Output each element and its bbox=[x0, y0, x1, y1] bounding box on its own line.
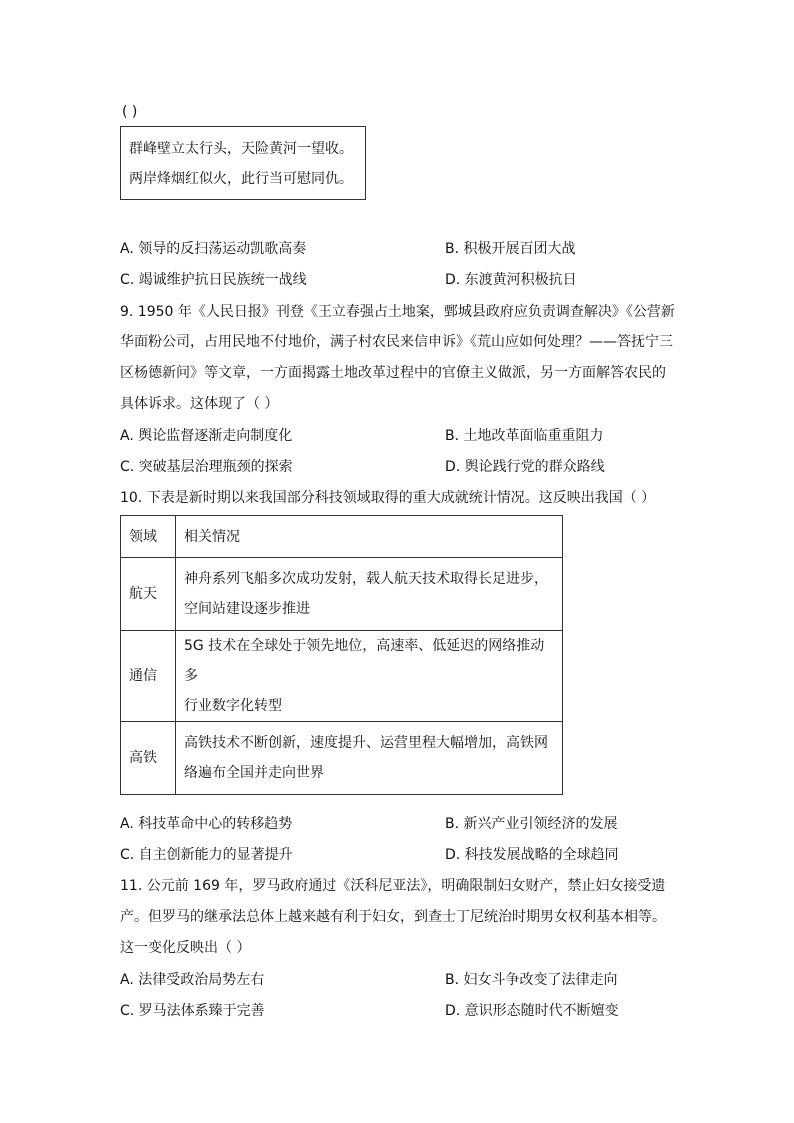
q11-option-c[interactable]: C. 罗马法体系臻于完善 bbox=[120, 1003, 265, 1019]
table-row bbox=[121, 558, 563, 631]
table-cell-line: 行业数字化转型 bbox=[184, 698, 282, 714]
q9-stem-line-4: 具体诉求。这体现了（ ） bbox=[120, 396, 279, 412]
q9-stem-line-2: 华面粉公司，占用民地不付地价，满子村农民来信申诉》《荒山应如何处理？——答抚宁三 bbox=[120, 334, 673, 350]
table-cell-line: 5G 技术在全球处于领先地位，高速率、低延迟的网络推动多 bbox=[184, 638, 545, 684]
q11-option-a[interactable]: A. 法律受政治局势左右 bbox=[120, 972, 265, 988]
table-cell-details bbox=[176, 722, 563, 795]
q8-option-c[interactable]: C. 竭诚维护抗日民族统一战线 bbox=[120, 272, 307, 288]
q11-option-b[interactable]: B. 妇女斗争改变了法律走向 bbox=[445, 972, 618, 988]
q9-option-a[interactable]: A. 舆论监督逐渐走向制度化 bbox=[120, 428, 293, 444]
q10-option-b[interactable]: B. 新兴产业引领经济的发展 bbox=[445, 816, 618, 832]
table-cell-line: 空间站建设逐步推进 bbox=[184, 601, 310, 617]
table-row bbox=[121, 722, 563, 795]
q9-stem-line-3: 区杨德新问》等文章，一方面揭露土地改革过程中的官僚主义做派，另一方面解答农民的 bbox=[120, 365, 666, 381]
table-cell-field: 航天 bbox=[121, 558, 176, 631]
q9-option-d[interactable]: D. 舆论践行党的群众路线 bbox=[445, 459, 605, 475]
table-cell-line: 络遍布全国并走向世界 bbox=[184, 765, 324, 781]
table-cell-field: 高铁 bbox=[121, 722, 176, 795]
q9-option-b[interactable]: B. 土地改革面临重重阻力 bbox=[445, 428, 604, 444]
q8-option-a[interactable]: A. 领导的反扫荡运动凯歌高奏 bbox=[120, 241, 307, 257]
q11-stem-line-1: 11. 公元前 169 年，罗马政府通过《沃科尼亚法》，明确限制妇女财产，禁止妇女接受遗 bbox=[120, 878, 666, 894]
q8-answer-bracket: ( ) bbox=[122, 104, 138, 120]
q8-poem-line-1: 群峰壁立太行头，天险黄河一望收。 bbox=[129, 141, 353, 157]
q10-option-d[interactable]: D. 科技发展战略的全球趋同 bbox=[445, 847, 619, 863]
q10-option-c[interactable]: C. 自主创新能力的显著提升 bbox=[120, 847, 293, 863]
table-header-field: 领域 bbox=[121, 516, 176, 558]
table-cell-details bbox=[176, 558, 563, 631]
table-cell-line: 神舟系列飞船多次成功发射，载人航天技术取得长足进步， bbox=[184, 571, 548, 587]
q8-option-b[interactable]: B. 积极开展百团大战 bbox=[445, 241, 576, 257]
q11-stem-line-2: 产。但罗马的继承法总体上越来越有利于妇女，到查士丁尼统治时期男女权利基本相等。 bbox=[120, 909, 666, 925]
table-cell-field: 通信 bbox=[121, 631, 176, 722]
table-header-details: 相关情况 bbox=[176, 516, 563, 558]
table-header-row bbox=[121, 516, 563, 558]
q9-option-c[interactable]: C. 突破基层治理瓶颈的探索 bbox=[120, 459, 293, 475]
q9-stem-line-1: 9. 1950 年《人民日报》刊登《王立春强占土地案，鄄城县政府应负责调查解决》《公营新 bbox=[120, 304, 675, 320]
table-cell-line: 高铁技术不断创新，速度提升、运营里程大幅增加，高铁网 bbox=[184, 735, 548, 751]
q8-poem-box bbox=[120, 126, 366, 200]
q8-poem-line-2: 两岸烽烟红似火，此行当可慰同仇。 bbox=[129, 171, 353, 187]
q11-stem-line-3: 这一变化反映出（ ） bbox=[120, 940, 251, 956]
table-row bbox=[121, 631, 563, 722]
q11-option-d[interactable]: D. 意识形态随时代不断嬗变 bbox=[445, 1003, 619, 1019]
q8-option-d[interactable]: D. 东渡黄河积极抗日 bbox=[445, 272, 577, 288]
q10-achievement-table bbox=[120, 515, 563, 795]
table-cell-details bbox=[176, 631, 563, 722]
q10-stem: 10. 下表是新时期以来我国部分科技领域取得的重大成就统计情况。这反映出我国（ ） bbox=[120, 490, 656, 506]
q10-option-a[interactable]: A. 科技革命中心的转移趋势 bbox=[120, 816, 293, 832]
